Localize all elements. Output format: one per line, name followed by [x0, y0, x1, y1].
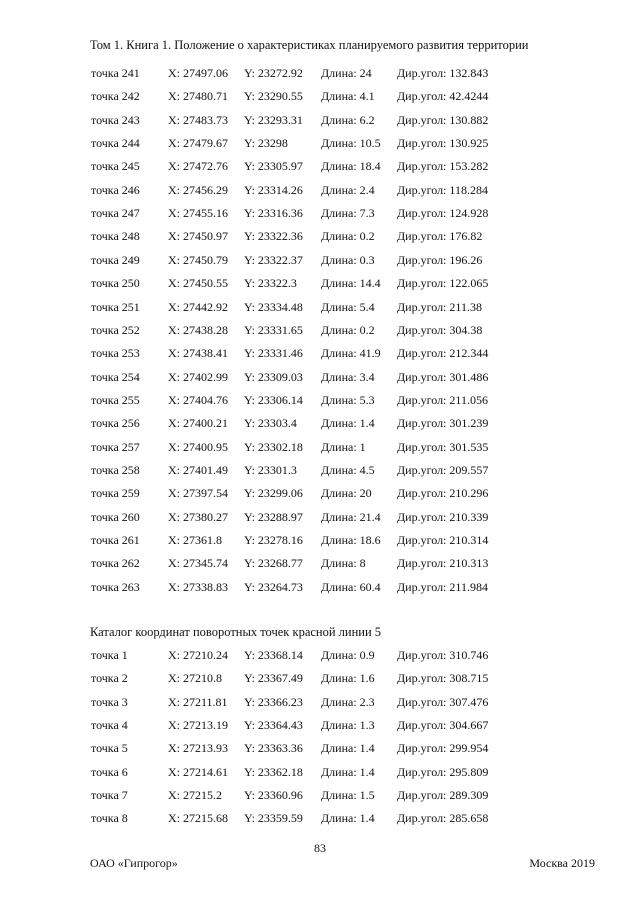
direction-angle: Дир.угол: 118.284: [397, 182, 488, 197]
segment-length: Длина: 0.9: [321, 648, 375, 662]
segment-length: Длина: 2.4: [321, 182, 375, 197]
point-label: точка 258: [91, 462, 140, 477]
y-coordinate: Y: 23334.48: [244, 299, 303, 314]
segment-length: Длина: 5.4: [321, 299, 375, 314]
x-coordinate: X: 27210.24: [168, 648, 228, 662]
direction-angle: Дир.угол: 210.296: [397, 486, 489, 501]
point-label: точка 257: [91, 439, 140, 454]
direction-angle: Дир.угол: 132.843: [397, 66, 489, 80]
point-label: точка 8: [91, 811, 128, 826]
point-label: точка 262: [91, 556, 140, 571]
point-label: точка 251: [91, 299, 140, 314]
point-label: точка 255: [91, 392, 140, 407]
segment-length: Длина: 1.6: [321, 671, 375, 686]
direction-angle: Дир.угол: 310.746: [397, 648, 489, 662]
point-label: точка 247: [91, 206, 140, 221]
segment-length: Длина: 14.4: [321, 276, 381, 291]
point-label: точка 2: [91, 671, 128, 686]
direction-angle: Дир.угол: 304.667: [397, 718, 489, 733]
y-coordinate: Y: 23298: [244, 136, 288, 151]
y-coordinate: Y: 23314.26: [244, 182, 303, 197]
x-coordinate: X: 27450.97: [168, 229, 228, 244]
x-coordinate: X: 27438.28: [168, 322, 228, 337]
x-coordinate: X: 27400.21: [168, 416, 228, 431]
footer-city-year: Москва 2019: [529, 856, 595, 870]
segment-length: Длина: 1.4: [321, 764, 375, 779]
y-coordinate: Y: 23362.18: [244, 764, 303, 779]
y-coordinate: Y: 23272.92: [244, 66, 303, 80]
point-label: точка 4: [91, 718, 128, 733]
segment-length: Длина: 1: [321, 439, 366, 454]
direction-angle: Дир.угол: 301.535: [397, 439, 489, 454]
x-coordinate: X: 27213.19: [168, 718, 228, 733]
segment-length: Длина: 41.9: [321, 346, 381, 361]
y-coordinate: Y: 23368.14: [244, 648, 303, 662]
x-coordinate: X: 27479.67: [168, 136, 228, 151]
y-coordinate: Y: 23322.3: [244, 276, 297, 291]
direction-angle: Дир.угол: 211.38: [397, 299, 482, 314]
y-coordinate: Y: 23301.3: [244, 462, 297, 477]
segment-length: Длина: 10.5: [321, 136, 381, 151]
point-label: точка 261: [91, 533, 140, 547]
y-coordinate: Y: 23303.4: [244, 416, 297, 431]
segment-length: Длина: 4.1: [321, 89, 375, 104]
y-coordinate: Y: 23299.06: [244, 486, 303, 501]
y-coordinate: Y: 23331.46: [244, 346, 303, 361]
point-label: точка 249: [91, 252, 140, 267]
direction-angle: Дир.угол: 308.715: [397, 671, 489, 686]
x-coordinate: X: 27214.61: [168, 764, 228, 779]
segment-length: Длина: 7.3: [321, 206, 375, 221]
y-coordinate: Y: 23367.49: [244, 671, 303, 686]
y-coordinate: Y: 23322.36: [244, 229, 303, 244]
y-coordinate: Y: 23288.97: [244, 509, 303, 524]
point-label: точка 245: [91, 159, 140, 174]
x-coordinate: X: 27450.79: [168, 252, 228, 267]
point-label: точка 5: [91, 741, 128, 756]
x-coordinate: X: 27401.49: [168, 462, 228, 477]
point-label: точка 241: [91, 66, 140, 80]
y-coordinate: Y: 23331.65: [244, 322, 303, 337]
direction-angle: Дир.угол: 196.26: [397, 252, 483, 267]
footer-organization: ОАО «Гипрогор»: [90, 856, 178, 870]
segment-length: Длина: 0.2: [321, 322, 375, 337]
direction-angle: Дир.угол: 209.557: [397, 462, 489, 477]
section-title: Каталог координат поворотных точек красной линии 5: [90, 625, 382, 639]
y-coordinate: Y: 23293.31: [244, 112, 303, 127]
direction-angle: Дир.угол: 212.344: [397, 346, 489, 361]
y-coordinate: Y: 23306.14: [244, 392, 303, 407]
x-coordinate: X: 27400.95: [168, 439, 228, 454]
x-coordinate: X: 27397.54: [168, 486, 228, 501]
x-coordinate: X: 27497.06: [168, 66, 228, 80]
point-label: точка 246: [91, 182, 140, 197]
x-coordinate: X: 27438.41: [168, 346, 228, 361]
segment-length: Длина: 60.4: [321, 579, 381, 594]
direction-angle: Дир.угол: 289.309: [397, 788, 489, 803]
point-label: точка 263: [91, 579, 140, 594]
x-coordinate: X: 27345.74: [168, 556, 228, 571]
page-number: 83: [314, 841, 326, 855]
point-label: точка 7: [91, 788, 128, 803]
x-coordinate: X: 27404.76: [168, 392, 228, 407]
segment-length: Длина: 0.2: [321, 229, 375, 244]
point-label: точка 252: [91, 322, 140, 337]
point-label: точка 250: [91, 276, 140, 291]
point-label: точка 256: [91, 416, 140, 431]
x-coordinate: X: 27472.76: [168, 159, 228, 174]
direction-angle: Дир.угол: 299.954: [397, 741, 489, 756]
y-coordinate: Y: 23363.36: [244, 741, 303, 756]
x-coordinate: X: 27215.2: [168, 788, 222, 803]
point-label: точка 243: [91, 112, 140, 127]
x-coordinate: X: 27450.55: [168, 276, 228, 291]
direction-angle: Дир.угол: 210.313: [397, 556, 489, 571]
page-header: Том 1. Книга 1. Положение о характеристиках планируемого развития территории: [90, 38, 529, 52]
segment-length: Длина: 1.4: [321, 416, 375, 431]
point-label: точка 1: [91, 648, 128, 662]
direction-angle: Дир.угол: 301.239: [397, 416, 489, 431]
x-coordinate: X: 27380.27: [168, 509, 228, 524]
y-coordinate: Y: 23309.03: [244, 369, 303, 384]
x-coordinate: X: 27211.81: [168, 694, 228, 709]
y-coordinate: Y: 23322.37: [244, 252, 303, 267]
y-coordinate: Y: 23360.96: [244, 788, 303, 803]
direction-angle: Дир.угол: 285.658: [397, 811, 489, 826]
segment-length: Длина: 0.3: [321, 252, 375, 267]
x-coordinate: X: 27442.92: [168, 299, 228, 314]
direction-angle: Дир.угол: 307.476: [397, 694, 489, 709]
y-coordinate: Y: 23364.43: [244, 718, 303, 733]
segment-length: Длина: 24: [321, 66, 372, 80]
segment-length: Длина: 1.4: [321, 811, 375, 826]
segment-length: Длина: 20: [321, 486, 372, 501]
direction-angle: Дир.угол: 211.984: [397, 579, 488, 594]
segment-length: Длина: 18.6: [321, 533, 381, 547]
x-coordinate: X: 27210.8: [168, 671, 222, 686]
direction-angle: Дир.угол: 153.282: [397, 159, 489, 174]
segment-length: Длина: 5.3: [321, 392, 375, 407]
x-coordinate: X: 27483.73: [168, 112, 228, 127]
y-coordinate: Y: 23290.55: [244, 89, 303, 104]
x-coordinate: X: 27455.16: [168, 206, 228, 221]
point-label: точка 248: [91, 229, 140, 244]
segment-length: Длина: 2.3: [321, 694, 375, 709]
direction-angle: Дир.угол: 304.38: [397, 322, 483, 337]
segment-length: Длина: 1.5: [321, 788, 375, 803]
point-label: точка 260: [91, 509, 140, 524]
x-coordinate: X: 27480.71: [168, 89, 228, 104]
segment-length: Длина: 6.2: [321, 112, 375, 127]
point-label: точка 3: [91, 694, 128, 709]
direction-angle: Дир.угол: 210.314: [397, 533, 489, 547]
segment-length: Длина: 4.5: [321, 462, 375, 477]
y-coordinate: Y: 23264.73: [244, 579, 303, 594]
x-coordinate: X: 27456.29: [168, 182, 228, 197]
segment-length: Длина: 18.4: [321, 159, 381, 174]
y-coordinate: Y: 23302.18: [244, 439, 303, 454]
point-label: точка 6: [91, 764, 128, 779]
direction-angle: Дир.угол: 124.928: [397, 206, 489, 221]
segment-length: Длина: 8: [321, 556, 366, 571]
point-label: точка 242: [91, 89, 140, 104]
x-coordinate: X: 27213.93: [168, 741, 228, 756]
direction-angle: Дир.угол: 211.056: [397, 392, 488, 407]
segment-length: Длина: 3.4: [321, 369, 375, 384]
x-coordinate: X: 27215.68: [168, 811, 228, 826]
y-coordinate: Y: 23359.59: [244, 811, 303, 826]
x-coordinate: X: 27361.8: [168, 533, 222, 547]
y-coordinate: Y: 23268.77: [244, 556, 303, 571]
direction-angle: Дир.угол: 301.486: [397, 369, 489, 384]
y-coordinate: Y: 23316.36: [244, 206, 303, 221]
point-label: точка 244: [91, 136, 140, 151]
direction-angle: Дир.угол: 42.4244: [397, 89, 489, 104]
y-coordinate: Y: 23278.16: [244, 533, 303, 547]
direction-angle: Дир.угол: 130.882: [397, 112, 489, 127]
direction-angle: Дир.угол: 210.339: [397, 509, 489, 524]
direction-angle: Дир.угол: 176.82: [397, 229, 483, 244]
segment-length: Длина: 1.4: [321, 741, 375, 756]
segment-length: Длина: 21.4: [321, 509, 381, 524]
y-coordinate: Y: 23305.97: [244, 159, 303, 174]
direction-angle: Дир.угол: 295.809: [397, 764, 489, 779]
x-coordinate: X: 27338.83: [168, 579, 228, 594]
y-coordinate: Y: 23366.23: [244, 694, 303, 709]
direction-angle: Дир.угол: 130.925: [397, 136, 489, 151]
point-label: точка 254: [91, 369, 140, 384]
segment-length: Длина: 1.3: [321, 718, 375, 733]
x-coordinate: X: 27402.99: [168, 369, 228, 384]
point-label: точка 253: [91, 346, 140, 361]
point-label: точка 259: [91, 486, 140, 501]
direction-angle: Дир.угол: 122.065: [397, 276, 489, 291]
